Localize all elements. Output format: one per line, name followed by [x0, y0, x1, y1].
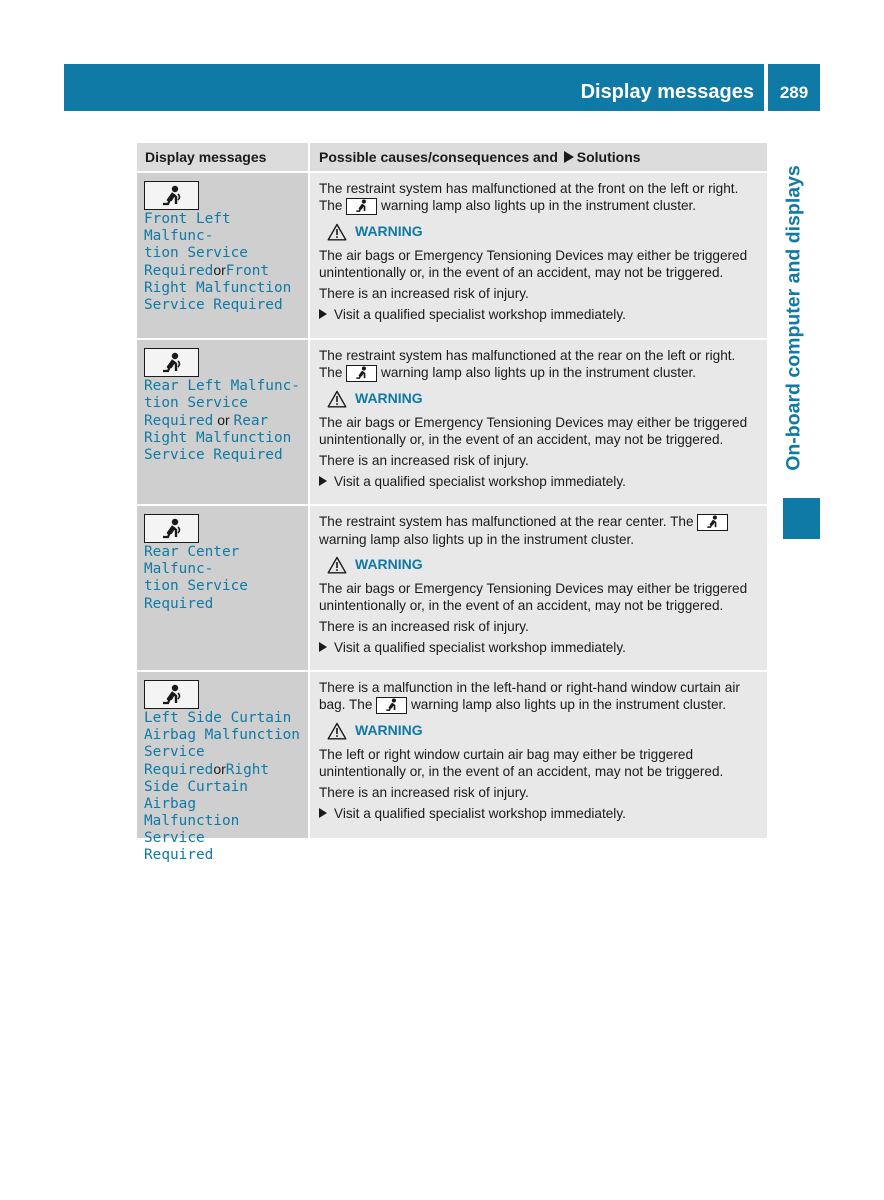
action-step: Visit a qualified specialist workshop immediately. [319, 805, 761, 822]
display-message-text: Left Side Curtain Airbag Malfunction Service RequiredorRight Side Curtain Airbag Malfunction Service Required [144, 710, 300, 863]
causes-solutions-cell [308, 506, 767, 670]
action-step: Visit a qualified specialist workshop immediately. [319, 306, 761, 323]
warning-triangle-icon [327, 556, 347, 574]
warning-text: The air bags or Emergency Tensioning Devices may either be triggered unintentionally or, in the event of an accident, may not be triggered. [319, 580, 748, 613]
warning-heading: WARNING [327, 390, 761, 408]
causes-solutions-cell [308, 173, 767, 338]
warning-text: The air bags or Emergency Tensioning Devices may either be triggered unintentionally or, in the event of an accident, may not be triggered. [319, 247, 748, 280]
warning-text: The left or right window curtain air bag may either be triggered unintentionally or, in the event of an accident, may not be triggered. [319, 746, 724, 779]
warning-triangle-icon [327, 390, 347, 408]
airbag-warning-lamp-icon [144, 680, 199, 709]
warning-heading: WARNING [327, 722, 761, 740]
header-bar [64, 64, 764, 111]
side-tab-label: On-board computer and displays [782, 165, 805, 471]
column-header-causes-solutions: Possible causes/consequences and Solutions [308, 143, 767, 171]
action-arrow-icon [319, 309, 327, 319]
display-message-cell [137, 672, 308, 863]
table-header [137, 143, 767, 173]
side-tab-marker [783, 498, 820, 539]
airbag-warning-lamp-icon [346, 198, 377, 215]
table-row [137, 340, 767, 506]
risk-text: There is an increased risk of injury. [319, 784, 529, 800]
airbag-warning-lamp-icon [697, 514, 728, 531]
warning-triangle-icon [327, 223, 347, 241]
airbag-warning-lamp-icon [144, 514, 199, 543]
page-number: 289 [768, 64, 820, 111]
display-message-cell [137, 340, 308, 504]
warning-heading: WARNING [327, 223, 761, 241]
display-messages-table [137, 143, 767, 863]
cause-text: The restraint system has malfunctioned at the rear on the left or right. The warning lamp also lights up in the instrument cluster. [319, 348, 736, 380]
table-row [137, 506, 767, 672]
airbag-warning-lamp-icon [144, 348, 199, 377]
warning-text: The air bags or Emergency Tensioning Devices may either be triggered unintentionally or, in the event of an accident, may not be triggered. [319, 414, 748, 447]
column-header-display-messages: Display messages [145, 149, 267, 165]
risk-text: There is an increased risk of injury. [319, 452, 529, 468]
risk-text: There is an increased risk of injury. [319, 618, 529, 634]
action-arrow-icon [319, 476, 327, 486]
table-row [137, 672, 767, 863]
airbag-warning-lamp-icon [376, 697, 407, 714]
warning-heading: WARNING [327, 556, 761, 574]
display-message-text: Rear Left Malfunc- tion Service Required or Rear Right Malfunction Service Required [144, 378, 300, 463]
action-arrow-icon [319, 642, 327, 652]
airbag-warning-lamp-icon [346, 365, 377, 382]
table-row [137, 173, 767, 340]
side-tab [768, 140, 820, 495]
page-title: Display messages [580, 81, 754, 103]
display-message-cell [137, 173, 308, 338]
action-step: Visit a qualified specialist workshop immediately. [319, 639, 761, 656]
cause-text: The restraint system has malfunctioned at the rear center. The warning lamp also lights up in the instrument cluster. [319, 513, 761, 548]
action-step: Visit a qualified specialist workshop immediately. [319, 473, 761, 490]
solution-arrow-icon [564, 151, 574, 163]
cause-text: There is a malfunction in the left-hand or right-hand window curtain air bag. The warning lamp also lights up in the instrument cluster. [319, 680, 740, 712]
causes-solutions-cell [308, 340, 767, 504]
cause-text: The restraint system has malfunctioned at the front on the left or right. The warning lamp also lights up in the instrument cluster. [319, 181, 739, 213]
display-message-cell [137, 506, 308, 670]
display-message-text: Rear Center Malfunc- tion Service Required [144, 544, 248, 612]
airbag-warning-lamp-icon [144, 181, 199, 210]
action-arrow-icon [319, 808, 327, 818]
display-message-text: Front Left Malfunc- tion Service RequiredorFront Right Malfunction Service Required [144, 211, 292, 313]
causes-solutions-cell [308, 672, 767, 838]
warning-triangle-icon [327, 722, 347, 740]
risk-text: There is an increased risk of injury. [319, 285, 529, 301]
